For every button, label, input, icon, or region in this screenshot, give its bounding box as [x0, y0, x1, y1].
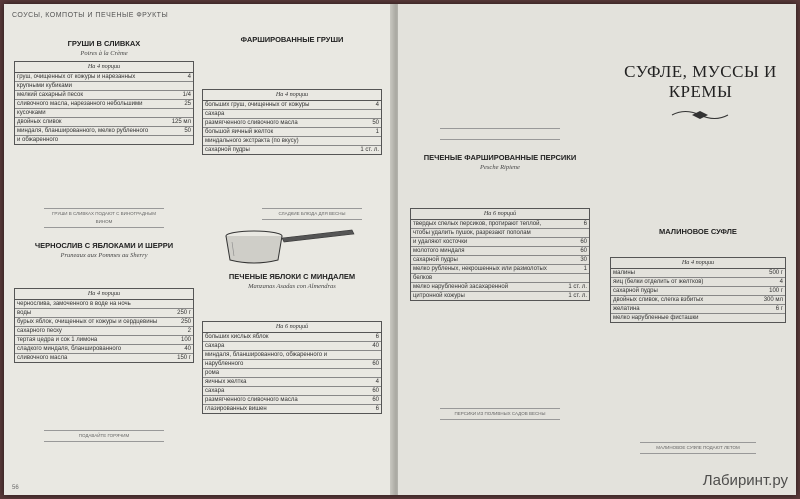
ingredient-row [203, 369, 381, 378]
ingredient-qty: 25 [184, 101, 191, 107]
ingredient-qty: 1 ст. л. [568, 293, 587, 299]
ingredient-name: чернослива, замоченного в воде на ночь [17, 301, 131, 307]
recipe-intro [202, 46, 382, 86]
ingredient-row [203, 137, 381, 146]
ingredient-qty: 6 г [775, 306, 783, 312]
ingredient-qty: 100 г [769, 288, 783, 294]
ingredient-name: миндального экстракта (по вкусу) [205, 138, 299, 144]
ingredient-name: белков [413, 275, 433, 281]
left-column-1 [14, 36, 194, 446]
ingredient-qty: 1 [375, 129, 379, 135]
ingredient-row [411, 229, 589, 238]
recipe-title: ФАРШИРОВАННЫЕ ГРУШИ [240, 35, 344, 44]
ingredient-row [15, 82, 193, 91]
ingredient-qty: 100 [180, 337, 191, 343]
ingredient-name: сахарной пудры [205, 147, 250, 153]
ingredient-qty: 250 [180, 319, 191, 325]
ingredients-table [202, 321, 382, 414]
ingredient-qty: 6 [583, 221, 587, 227]
ingredient-name: сахара [205, 343, 225, 349]
ingredient-qty: 6 [375, 334, 379, 340]
ingredient-row [411, 292, 589, 300]
ingredient-row [411, 283, 589, 292]
ingredient-name: и обжаренного [17, 137, 59, 143]
recipe-text [14, 366, 194, 426]
watermark: Лабиринт.ру [702, 472, 788, 489]
recipe-title: ПЕЧЕНЫЕ ФАРШИРОВАННЫЕ ПЕРСИКИ [423, 153, 577, 162]
photo-caption: ПОДАВАЙТЕ ГОРЯЧИМ [44, 430, 164, 442]
ingredient-qty: 2 [187, 328, 191, 334]
ingredient-qty: 1 ст. л. [360, 147, 379, 153]
ingredient-qty: 40 [184, 346, 191, 352]
ingredient-row [611, 287, 785, 296]
photo-caption: ГРУШИ В СЛИВКАХ ПОДАЮТ С ВИНОГРАДНЫМ ВИНОМ [44, 208, 164, 228]
open-book [4, 4, 796, 495]
ingredient-name: тертая цедра и сок 1 лимона [17, 337, 98, 343]
ingredient-row [611, 314, 785, 322]
ingredient-row [15, 327, 193, 336]
page-number: 56 [12, 485, 19, 491]
recipe-subtitle: Manzanas Asadas con Almendras [248, 283, 336, 290]
recipe-title: ПЕЧЕНЫЕ ЯБЛОКИ С МИНДАЛЕМ [228, 272, 356, 281]
ingredient-row [203, 110, 381, 119]
ingredient-row [611, 269, 785, 278]
ingredient-row [15, 109, 193, 118]
ingredient-name: больших кислых яблок [205, 334, 269, 340]
ingredient-row [203, 360, 381, 369]
ingredient-qty: 500 г [769, 270, 783, 276]
ingredient-name: двойных сливок [17, 119, 62, 125]
ingredient-name: миндаля, бланшированного, обжаренного и [205, 352, 328, 358]
ingredient-name: сладкого миндаля, бланшированного [17, 346, 122, 352]
recipe-text [410, 304, 590, 404]
recipe-intro [202, 294, 382, 318]
ingredient-name: рома [205, 370, 220, 376]
recipe-intro [610, 238, 786, 254]
ingredient-name: воды [17, 310, 32, 316]
recipe-text [410, 14, 590, 124]
chapter-title: СУФЛЕ, МУССЫ И КРЕМЫ [624, 62, 777, 101]
ingredient-row [15, 309, 193, 318]
servings: На 4 порции [611, 258, 785, 269]
ingredients-table [410, 208, 590, 301]
ingredient-name: сливочного масла, нарезанного небольшими [17, 101, 143, 107]
ingredient-row [15, 91, 193, 100]
servings: На 4 порции [15, 289, 193, 300]
ingredient-row [203, 146, 381, 154]
ingredient-row [15, 136, 193, 144]
ingredient-name: сахара [205, 111, 225, 117]
ingredient-qty: 60 [372, 361, 379, 367]
ingredient-qty: 1 [583, 266, 587, 272]
ingredients-table [14, 288, 194, 363]
ingredient-row [15, 127, 193, 136]
recipe-subtitle: Pesche Ripiene [480, 164, 520, 171]
ingredient-name: мелко нарубленной засахаренной [413, 284, 509, 290]
right-column-2 [610, 224, 786, 458]
right-page [398, 4, 796, 495]
ingredient-name: крупными кубиками [17, 83, 73, 89]
ingredient-name: больших груш, очищенных от кожуры [205, 102, 310, 108]
recipe-title: ГРУШИ В СЛИВКАХ [67, 39, 141, 48]
photo-caption: СЛАДКИЕ БЛЮДА ДЛЯ ВЕСНЫ [262, 208, 362, 220]
servings: На 6 порций [411, 209, 589, 220]
ingredient-qty: 50 [184, 128, 191, 134]
ingredient-qty: 4 [779, 279, 783, 285]
ingredient-name: яиц (белки отделить от желтков) [613, 279, 704, 285]
ingredient-name: твердых спелых персиков, протирают теплой, [413, 221, 542, 227]
ingredient-row [15, 318, 193, 327]
photo-caption: ПЕРСИКИ ИЗ ПОЛИВНЫХ САДОВ ВЕСНЫ [440, 408, 560, 420]
ingredient-qty: 250 г [177, 310, 191, 316]
ingredient-row [203, 101, 381, 110]
ingredient-qty: 30 [580, 257, 587, 263]
ingredient-name: яичных желтка [205, 379, 247, 385]
ingredient-row [411, 274, 589, 283]
ingredient-name: глазированных вишен [205, 406, 267, 412]
recipe-subtitle: Pruneaux aux Pommes au Sherry [60, 252, 148, 259]
ingredient-qty: 4 [375, 379, 379, 385]
ingredient-name: малины [613, 270, 635, 276]
ingredient-name: мелко рубленых, некрошенных или размолотых [413, 266, 547, 272]
ingredient-qty: 125 мл [171, 119, 191, 125]
recipe-text [14, 148, 194, 204]
ingredient-row [411, 256, 589, 265]
ingredient-qty: 50 [372, 120, 379, 126]
ingredient-name: груш, очищенных от кожуры и нарезанных [17, 74, 136, 80]
ingredient-qty: 4 [375, 102, 379, 108]
ingredient-qty: 1 ст. л. [568, 284, 587, 290]
ingredient-name: сахарного песку [17, 328, 62, 334]
ingredient-row [203, 342, 381, 351]
ingredient-row [15, 100, 193, 109]
recipe-title: ЧЕРНОСЛИВ С ЯБЛОКАМИ И ШЕРРИ [34, 241, 174, 250]
recipe-title: МАЛИНОВОЕ СУФЛЕ [659, 227, 737, 236]
ingredient-name: желатина [613, 306, 640, 312]
ingredient-name: двойных сливок, слегка взбитых [613, 297, 704, 303]
recipe-intro [14, 263, 194, 285]
ingredient-row [203, 387, 381, 396]
recipe-text [202, 417, 382, 431]
ingredient-qty: 1/4 [182, 92, 191, 98]
servings: На 4 порции [15, 62, 193, 73]
ingredient-row [411, 265, 589, 274]
ingredient-row [203, 128, 381, 137]
ingredient-row [15, 345, 193, 354]
ingredient-name: молотого миндаля [413, 248, 465, 254]
photo-caption: МАЛИНОВОЕ СУФЛЕ ПОДАЮТ ЛЕТОМ [640, 442, 756, 454]
servings: На 6 порций [203, 322, 381, 333]
ingredient-row [203, 351, 381, 360]
ingredient-name: кусочками [17, 110, 46, 116]
ingredient-row [15, 118, 193, 127]
ingredients-table [14, 61, 194, 145]
ingredient-name: сахара [205, 388, 225, 394]
ingredient-name: размягченного сливочного масла [205, 397, 298, 403]
ingredient-qty: 4 [187, 74, 191, 80]
ingredient-qty: 150 г [177, 355, 191, 361]
ingredient-row [15, 336, 193, 345]
recipe-text [202, 158, 382, 206]
ingredient-qty: 6 [375, 406, 379, 412]
ingredient-name: цитронной кожуры [413, 293, 465, 299]
ingredient-row [411, 220, 589, 229]
ingredient-row [203, 119, 381, 128]
photo-caption [440, 128, 560, 140]
ingredient-row [203, 378, 381, 387]
ingredient-qty: 60 [372, 388, 379, 394]
ingredient-name: миндаля, бланшированного, мелко рубленного [17, 128, 149, 134]
recipe-text [610, 326, 786, 438]
ingredient-name: мелкий сахарный песок [17, 92, 83, 98]
ingredient-qty: 60 [580, 248, 587, 254]
ingredient-row [411, 247, 589, 256]
ingredient-name: бурых яблок, очищенных от кожуры и сердцевины [17, 319, 158, 325]
ingredient-name: нарубленного [205, 361, 244, 367]
ingredient-qty: 40 [372, 343, 379, 349]
ingredient-name: размягченного сливочного масла [205, 120, 298, 126]
recipe-subtitle: Poires à la Crème [80, 50, 128, 57]
ingredient-row [411, 238, 589, 247]
ingredient-row [611, 278, 785, 287]
ingredient-qty: 300 мл [763, 297, 783, 303]
ingredients-table [202, 89, 382, 155]
ingredient-row [15, 73, 193, 82]
ingredients-table [610, 257, 786, 323]
ingredient-name: сахарной пудры [413, 257, 458, 263]
ingredient-qty: 60 [580, 239, 587, 245]
ingredient-row [15, 354, 193, 362]
recipe-intro [410, 175, 590, 205]
saucepan-illustration [202, 222, 382, 266]
ingredient-row [611, 305, 785, 314]
running-header: СОУСЫ, КОМПОТЫ И ПЕЧЕНЫЕ ФРУКТЫ [12, 12, 169, 19]
ingredient-qty: 60 [372, 397, 379, 403]
ingredient-name: большой яичный желток [205, 129, 274, 135]
ingredient-row [203, 333, 381, 342]
ingredient-name: сахарной пудры [613, 288, 658, 294]
ornament-icon [670, 108, 730, 122]
left-page [4, 4, 394, 495]
ingredient-name: чтобы удалить пушок, разрезают пополам [413, 230, 531, 236]
ingredient-name: мелко нарубленные фисташки [613, 315, 699, 321]
right-column-1 [410, 14, 590, 424]
ingredient-name: сливочного масла [17, 355, 68, 361]
ingredient-row [203, 396, 381, 405]
ingredient-row [611, 296, 785, 305]
left-column-2 [202, 32, 382, 431]
ingredient-row [15, 300, 193, 309]
servings: На 4 порции [203, 90, 381, 101]
ingredient-row [203, 405, 381, 413]
ingredient-name: и удаляют косточки [413, 239, 468, 245]
